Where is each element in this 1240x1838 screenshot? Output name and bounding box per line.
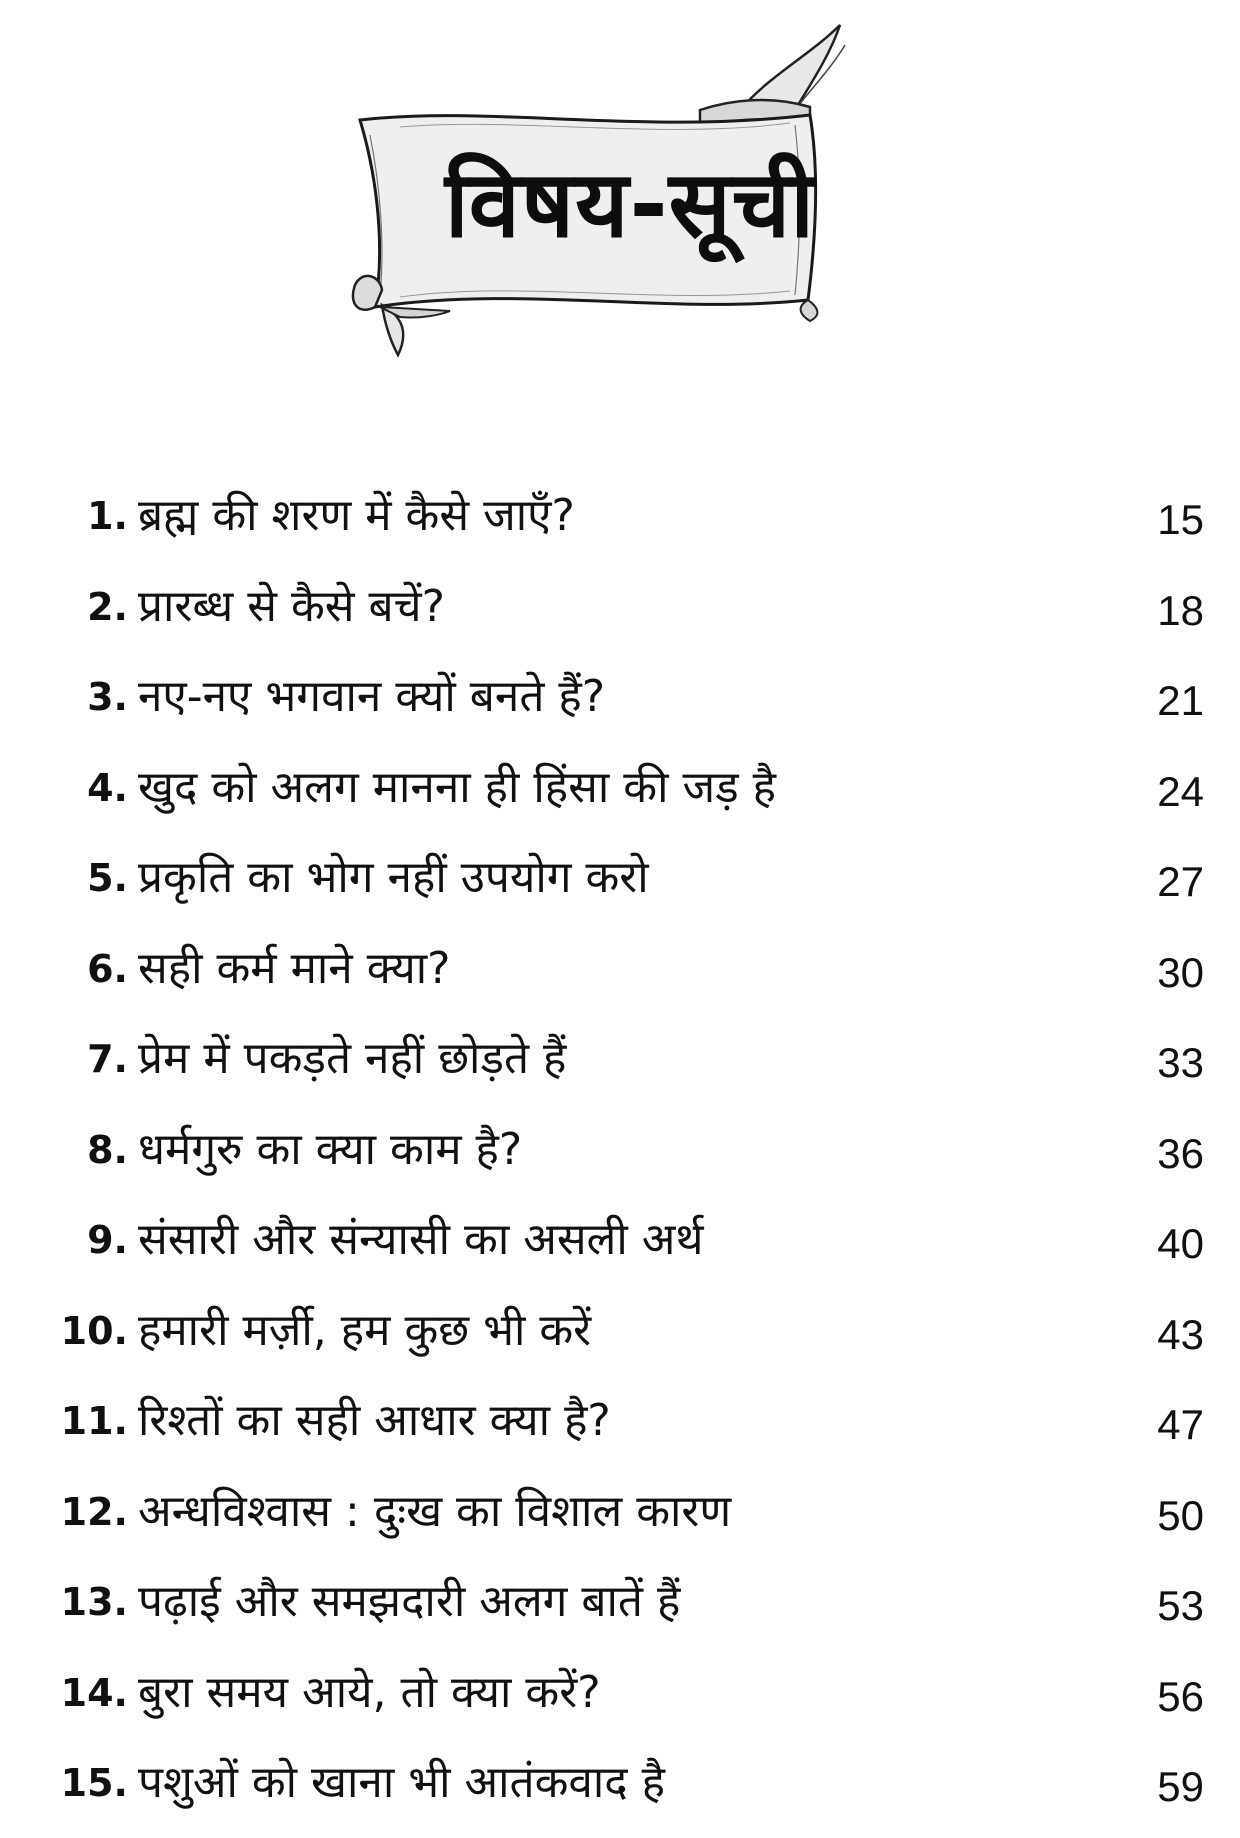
page-number: 33	[1157, 1039, 1204, 1086]
chapter-number: 12.	[60, 1489, 128, 1534]
page-number: 43	[1157, 1310, 1204, 1358]
toc-row[interactable]	[0, 1476, 1240, 1567]
toc-row[interactable]	[0, 661, 1240, 752]
page-number: 53	[1157, 1582, 1204, 1629]
chapter-title: खुद को अलग मानना ही हिंसा की जड़ है	[138, 761, 776, 813]
chapter-title: प्रेम में पकड़ते नहीं छोड़ते हैं	[138, 1033, 567, 1084]
chapter-number: 13.	[60, 1580, 128, 1624]
chapter-title: पशुओं को खाना भी आतंकवाद है	[138, 1757, 665, 1808]
chapter-title: धर्मगुरु का क्या काम है?	[138, 1123, 523, 1175]
chapter-number: 15.	[60, 1761, 128, 1805]
toc-row[interactable]	[0, 842, 1240, 933]
chapter-number: 10.	[60, 1308, 128, 1353]
chapter-title: ब्रह्म की शरण में कैसे जाएँ?	[138, 490, 575, 541]
page-number: 18	[1157, 586, 1204, 634]
page-number: 27	[1157, 858, 1204, 905]
page-number: 59	[1157, 1763, 1204, 1810]
toc-row[interactable]	[0, 933, 1240, 1024]
page-number: 30	[1157, 948, 1204, 996]
chapter-number: 8.	[87, 1127, 128, 1172]
toc-row[interactable]	[0, 1385, 1240, 1476]
chapter-number: 11.	[60, 1399, 128, 1443]
toc-row[interactable]	[0, 1657, 1240, 1748]
table-of-contents	[0, 480, 1240, 1838]
chapter-number: 9.	[87, 1218, 128, 1262]
page-number: 15	[1157, 496, 1204, 543]
toc-row[interactable]	[0, 1295, 1240, 1386]
chapter-number: 1.	[87, 494, 128, 538]
chapter-title: अन्धविश्वास : दुःख का विशाल कारण	[138, 1485, 732, 1537]
page-number: 21	[1157, 677, 1204, 724]
chapter-title: हमारी मर्ज़ी, हम कुछ भी करें	[138, 1304, 592, 1356]
chapter-title: बुरा समय आये, तो क्या करें?	[138, 1666, 601, 1718]
toc-row[interactable]	[0, 752, 1240, 843]
chapter-number: 7.	[87, 1037, 128, 1081]
toc-row[interactable]	[0, 480, 1240, 571]
page-number: 36	[1157, 1129, 1204, 1177]
page-title: विषय-सूची	[444, 151, 816, 258]
page-number: 50	[1157, 1491, 1204, 1539]
chapter-number: 5.	[87, 856, 128, 900]
chapter-number: 2.	[87, 584, 128, 629]
chapter-number: 3.	[87, 675, 128, 719]
chapter-title: सही कर्म माने क्या?	[138, 942, 451, 994]
toc-row[interactable]	[0, 1114, 1240, 1205]
chapter-number: 6.	[87, 946, 128, 991]
chapter-title: प्रकृति का भोग नहीं उपयोग करो	[138, 852, 649, 903]
chapter-title: प्रारब्ध से कैसे बचें?	[138, 580, 445, 632]
toc-row[interactable]	[0, 1023, 1240, 1114]
page-number: 24	[1157, 767, 1204, 815]
page-number: 40	[1157, 1220, 1204, 1267]
page-number: 47	[1157, 1401, 1204, 1448]
page-number: 56	[1157, 1672, 1204, 1720]
chapter-title: पढ़ाई और समझदारी अलग बातें हैं	[138, 1576, 681, 1627]
chapter-title: नए-नए भगवान क्यों बनते हैं?	[138, 671, 606, 722]
chapter-number: 4.	[87, 765, 128, 810]
toc-row[interactable]	[0, 571, 1240, 662]
toc-row[interactable]	[0, 1204, 1240, 1295]
title-banner	[340, 15, 920, 395]
chapter-title: संसारी और संन्यासी का असली अर्थ	[138, 1214, 704, 1265]
chapter-number: 14.	[60, 1670, 128, 1715]
toc-row[interactable]	[0, 1747, 1240, 1838]
toc-row[interactable]	[0, 1566, 1240, 1657]
chapter-title: रिश्तों का सही आधार क्या है?	[138, 1395, 611, 1446]
